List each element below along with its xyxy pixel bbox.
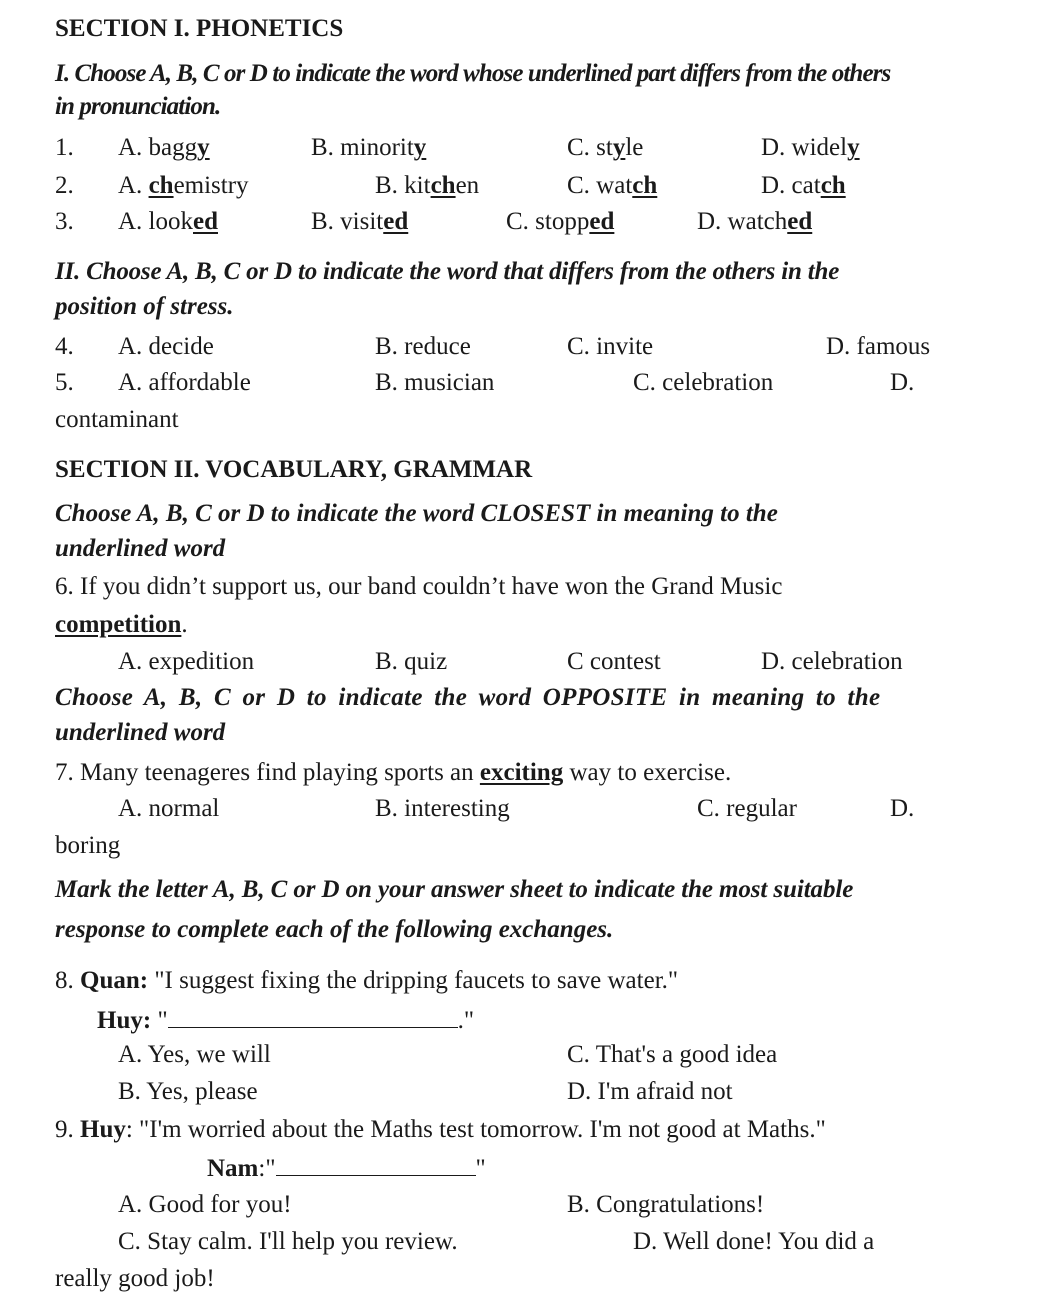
opposite-instruction-cont: underlined word	[55, 719, 226, 746]
q9-stem: 9. Huy: "I'm worried about the Maths test tomorrow. I'm not good at Maths."	[55, 1116, 826, 1143]
q7-option-d: D.	[890, 795, 915, 822]
q4-option-a: A. decide	[118, 333, 214, 360]
q5-option-a: A. affordable	[118, 369, 251, 396]
q3-option-a: A. looked	[118, 208, 218, 235]
q8-answer-blank[interactable]	[168, 1003, 458, 1028]
q5-option-b: B. musician	[375, 369, 495, 396]
q9-option-c: C. Stay calm. I'll help you review.	[118, 1228, 458, 1255]
q8-response-line: Huy: " ."	[97, 1003, 474, 1036]
q9-answer-blank[interactable]	[276, 1151, 476, 1176]
q5-option-d-cont: contaminant	[55, 406, 179, 433]
q5-option-c: C. celebration	[633, 369, 774, 396]
q7-stem: 7. Many teenageres find playing sports an exciting way to exercise.	[55, 759, 732, 786]
part1-instruction: I. Choose A, B, C or D to indicate the word whose underlined part differs from the others	[55, 60, 891, 87]
q6-option-a: A. expedition	[118, 648, 255, 675]
q9-option-a: A. Good for you!	[118, 1191, 292, 1218]
q8-option-a: A. Yes, we will	[118, 1041, 271, 1068]
q5-option-d: D.	[890, 369, 915, 396]
q2-option-d: D. catch	[761, 172, 846, 199]
q3-option-b: B. visited	[311, 208, 409, 235]
q4-number: 4.	[55, 333, 74, 360]
opposite-instruction: Choose A, B, C or D to indicate the word OPPOSITE in meaning to the	[55, 684, 881, 711]
q4-option-b: B. reduce	[375, 333, 471, 360]
q1-option-b: B. minority	[311, 134, 427, 161]
q4-option-d: D. famous	[826, 333, 931, 360]
q1-number: 1.	[55, 134, 74, 161]
q9-option-d: D. Well done! You did a	[633, 1228, 875, 1255]
part2-instruction: II. Choose A, B, C or D to indicate the word that differs from the others in the	[55, 258, 840, 285]
q7-option-c: C. regular	[697, 795, 797, 822]
closest-instruction-cont: underlined word	[55, 535, 226, 562]
q1-option-a: A. baggy	[118, 134, 210, 161]
q8-option-b: B. Yes, please	[118, 1078, 258, 1105]
q9-response-line: Nam:" "	[207, 1151, 486, 1184]
q3-number: 3.	[55, 208, 74, 235]
closest-instruction: Choose A, B, C or D to indicate the word CLOSEST in meaning to the	[55, 500, 778, 527]
q1-option-c: C. style	[567, 134, 644, 161]
q6-option-d: D. celebration	[761, 648, 903, 675]
responses-instruction: Mark the letter A, B, C or D on your answer sheet to indicate the most suitable	[55, 876, 854, 903]
q6-option-c: C contest	[567, 648, 661, 675]
q8-option-c: C. That's a good idea	[567, 1041, 778, 1068]
q5-number: 5.	[55, 369, 74, 396]
q8-option-d: D. I'm afraid not	[567, 1078, 733, 1105]
section2-heading: SECTION II. VOCABULARY, GRAMMAR	[55, 456, 533, 483]
q9-option-b: B. Congratulations!	[567, 1191, 765, 1218]
q2-option-a: A. chemistry	[118, 172, 249, 199]
q9-option-d-cont: really good job!	[55, 1265, 215, 1292]
q2-number: 2.	[55, 172, 74, 199]
part2-instruction-cont: position of stress.	[55, 293, 234, 320]
q2-option-c: C. watch	[567, 172, 658, 199]
part1-instruction-cont: in pronunciation.	[55, 93, 221, 120]
q3-option-d: D. watched	[697, 208, 813, 235]
q7-option-b: B. interesting	[375, 795, 510, 822]
q6-option-b: B. quiz	[375, 648, 448, 675]
q4-option-c: C. invite	[567, 333, 654, 360]
q7-option-a: A. normal	[118, 795, 220, 822]
q8-stem: 8. Quan: "I suggest fixing the dripping faucets to save water."	[55, 967, 679, 994]
q1-option-d: D. widely	[761, 134, 860, 161]
q6-stem: 6. If you didn’t support us, our band couldn’t have won the Grand Music	[55, 573, 783, 600]
q3-option-c: C. stopped	[506, 208, 615, 235]
responses-instruction-cont: response to complete each of the following exchanges.	[55, 916, 614, 943]
q2-option-b: B. kitchen	[375, 172, 480, 199]
q6-stem-cont: competition.	[55, 611, 188, 638]
q7-option-d-cont: boring	[55, 832, 121, 859]
section1-heading: SECTION I. PHONETICS	[55, 15, 344, 42]
